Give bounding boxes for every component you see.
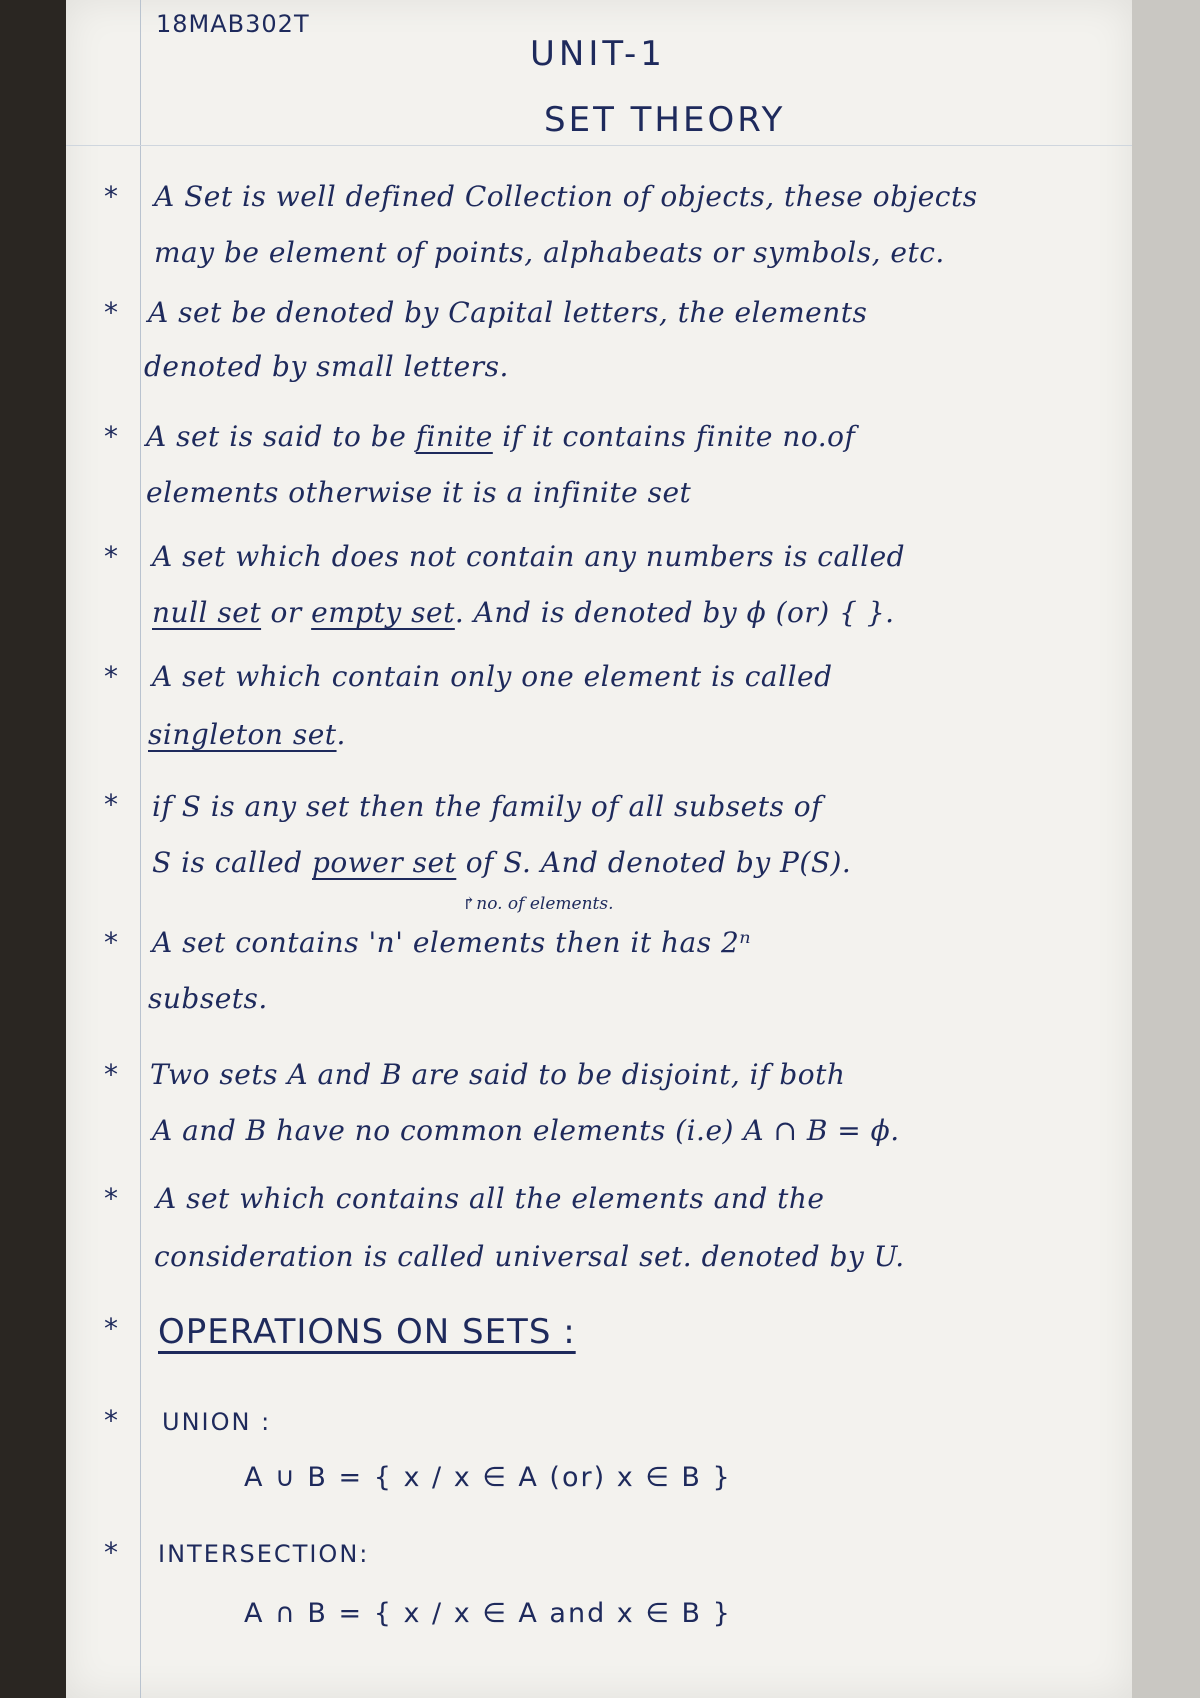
bullet-star-icon: * bbox=[104, 1536, 118, 1569]
page-title: SET THEORY bbox=[544, 100, 786, 140]
note-7-line-2: subsets. bbox=[148, 982, 268, 1015]
term-power-set: power set bbox=[312, 846, 457, 879]
note-4-line-1: A set which does not contain any numbers is called bbox=[152, 540, 906, 573]
term-empty-set: empty set bbox=[311, 596, 455, 629]
bullet-star-icon: * bbox=[104, 540, 118, 573]
note-5-line-2: singleton set. bbox=[148, 718, 346, 751]
term-singleton-set: singleton set bbox=[148, 718, 337, 751]
note-9-line-2: consideration is called universal set. denoted by U. bbox=[154, 1240, 905, 1273]
unit-heading: UNIT-1 bbox=[530, 34, 666, 74]
bullet-star-icon: * bbox=[104, 296, 118, 329]
intersection-label: INTERSECTION: bbox=[158, 1540, 370, 1568]
bullet-star-icon: * bbox=[104, 788, 118, 821]
note-4-line-2: null set or empty set. And is denoted by ϕ (or) { }. bbox=[152, 596, 895, 629]
bullet-star-icon: * bbox=[104, 926, 118, 959]
note-8-line-1: Two sets A and B are said to be disjoint, if both bbox=[150, 1058, 846, 1091]
note-9-line-1: A set which contains all the elements and the bbox=[156, 1182, 825, 1215]
operations-heading: OPERATIONS ON SETS : bbox=[158, 1312, 576, 1352]
note-3-line-1: A set is said to be finite if it contains finite no.of bbox=[146, 420, 856, 453]
note-2-line-1: A set be denoted by Capital letters, the elements bbox=[148, 296, 868, 329]
note-1-line-1: A Set is well defined Collection of objects, these objects bbox=[154, 180, 978, 213]
note-8-line-2: A and B have no common elements (i.e) A ∩ B = ϕ. bbox=[152, 1114, 900, 1147]
course-code: 18MAB302T bbox=[156, 10, 310, 38]
intersection-formula: A ∩ B = { x / x ∈ A and x ∈ B } bbox=[244, 1598, 732, 1629]
annotation-no-of-elements: ↱no. of elements. bbox=[462, 894, 614, 914]
union-formula: A ∪ B = { x / x ∈ A (or) x ∈ B } bbox=[244, 1462, 732, 1493]
note-6-line-1: if S is any set then the family of all subsets of bbox=[152, 790, 822, 823]
note-2-line-2: denoted by small letters. bbox=[144, 350, 509, 383]
bullet-star-icon: * bbox=[104, 420, 118, 453]
note-6-line-2: S is called power set of S. And denoted by P(S). bbox=[152, 846, 852, 879]
term-null-set: null set bbox=[152, 596, 262, 629]
note-3-line-2: elements otherwise it is a infinite set bbox=[146, 476, 692, 509]
bullet-star-icon: * bbox=[104, 1312, 118, 1345]
note-1-line-2: may be element of points, alphabeats or symbols, etc. bbox=[154, 236, 945, 269]
bullet-star-icon: * bbox=[104, 180, 118, 213]
bullet-star-icon: * bbox=[104, 1404, 118, 1437]
union-label: UNION : bbox=[162, 1408, 272, 1436]
note-7-line-1: A set contains 'n' elements then it has 2ⁿ bbox=[152, 926, 752, 959]
header-rule bbox=[66, 145, 1132, 146]
margin-line bbox=[140, 0, 141, 1698]
bullet-star-icon: * bbox=[104, 1058, 118, 1091]
term-finite: finite bbox=[415, 420, 493, 453]
note-5-line-1: A set which contain only one element is called bbox=[152, 660, 833, 693]
bullet-star-icon: * bbox=[104, 660, 118, 693]
bullet-star-icon: * bbox=[104, 1182, 118, 1215]
page-edge bbox=[1132, 0, 1200, 1698]
